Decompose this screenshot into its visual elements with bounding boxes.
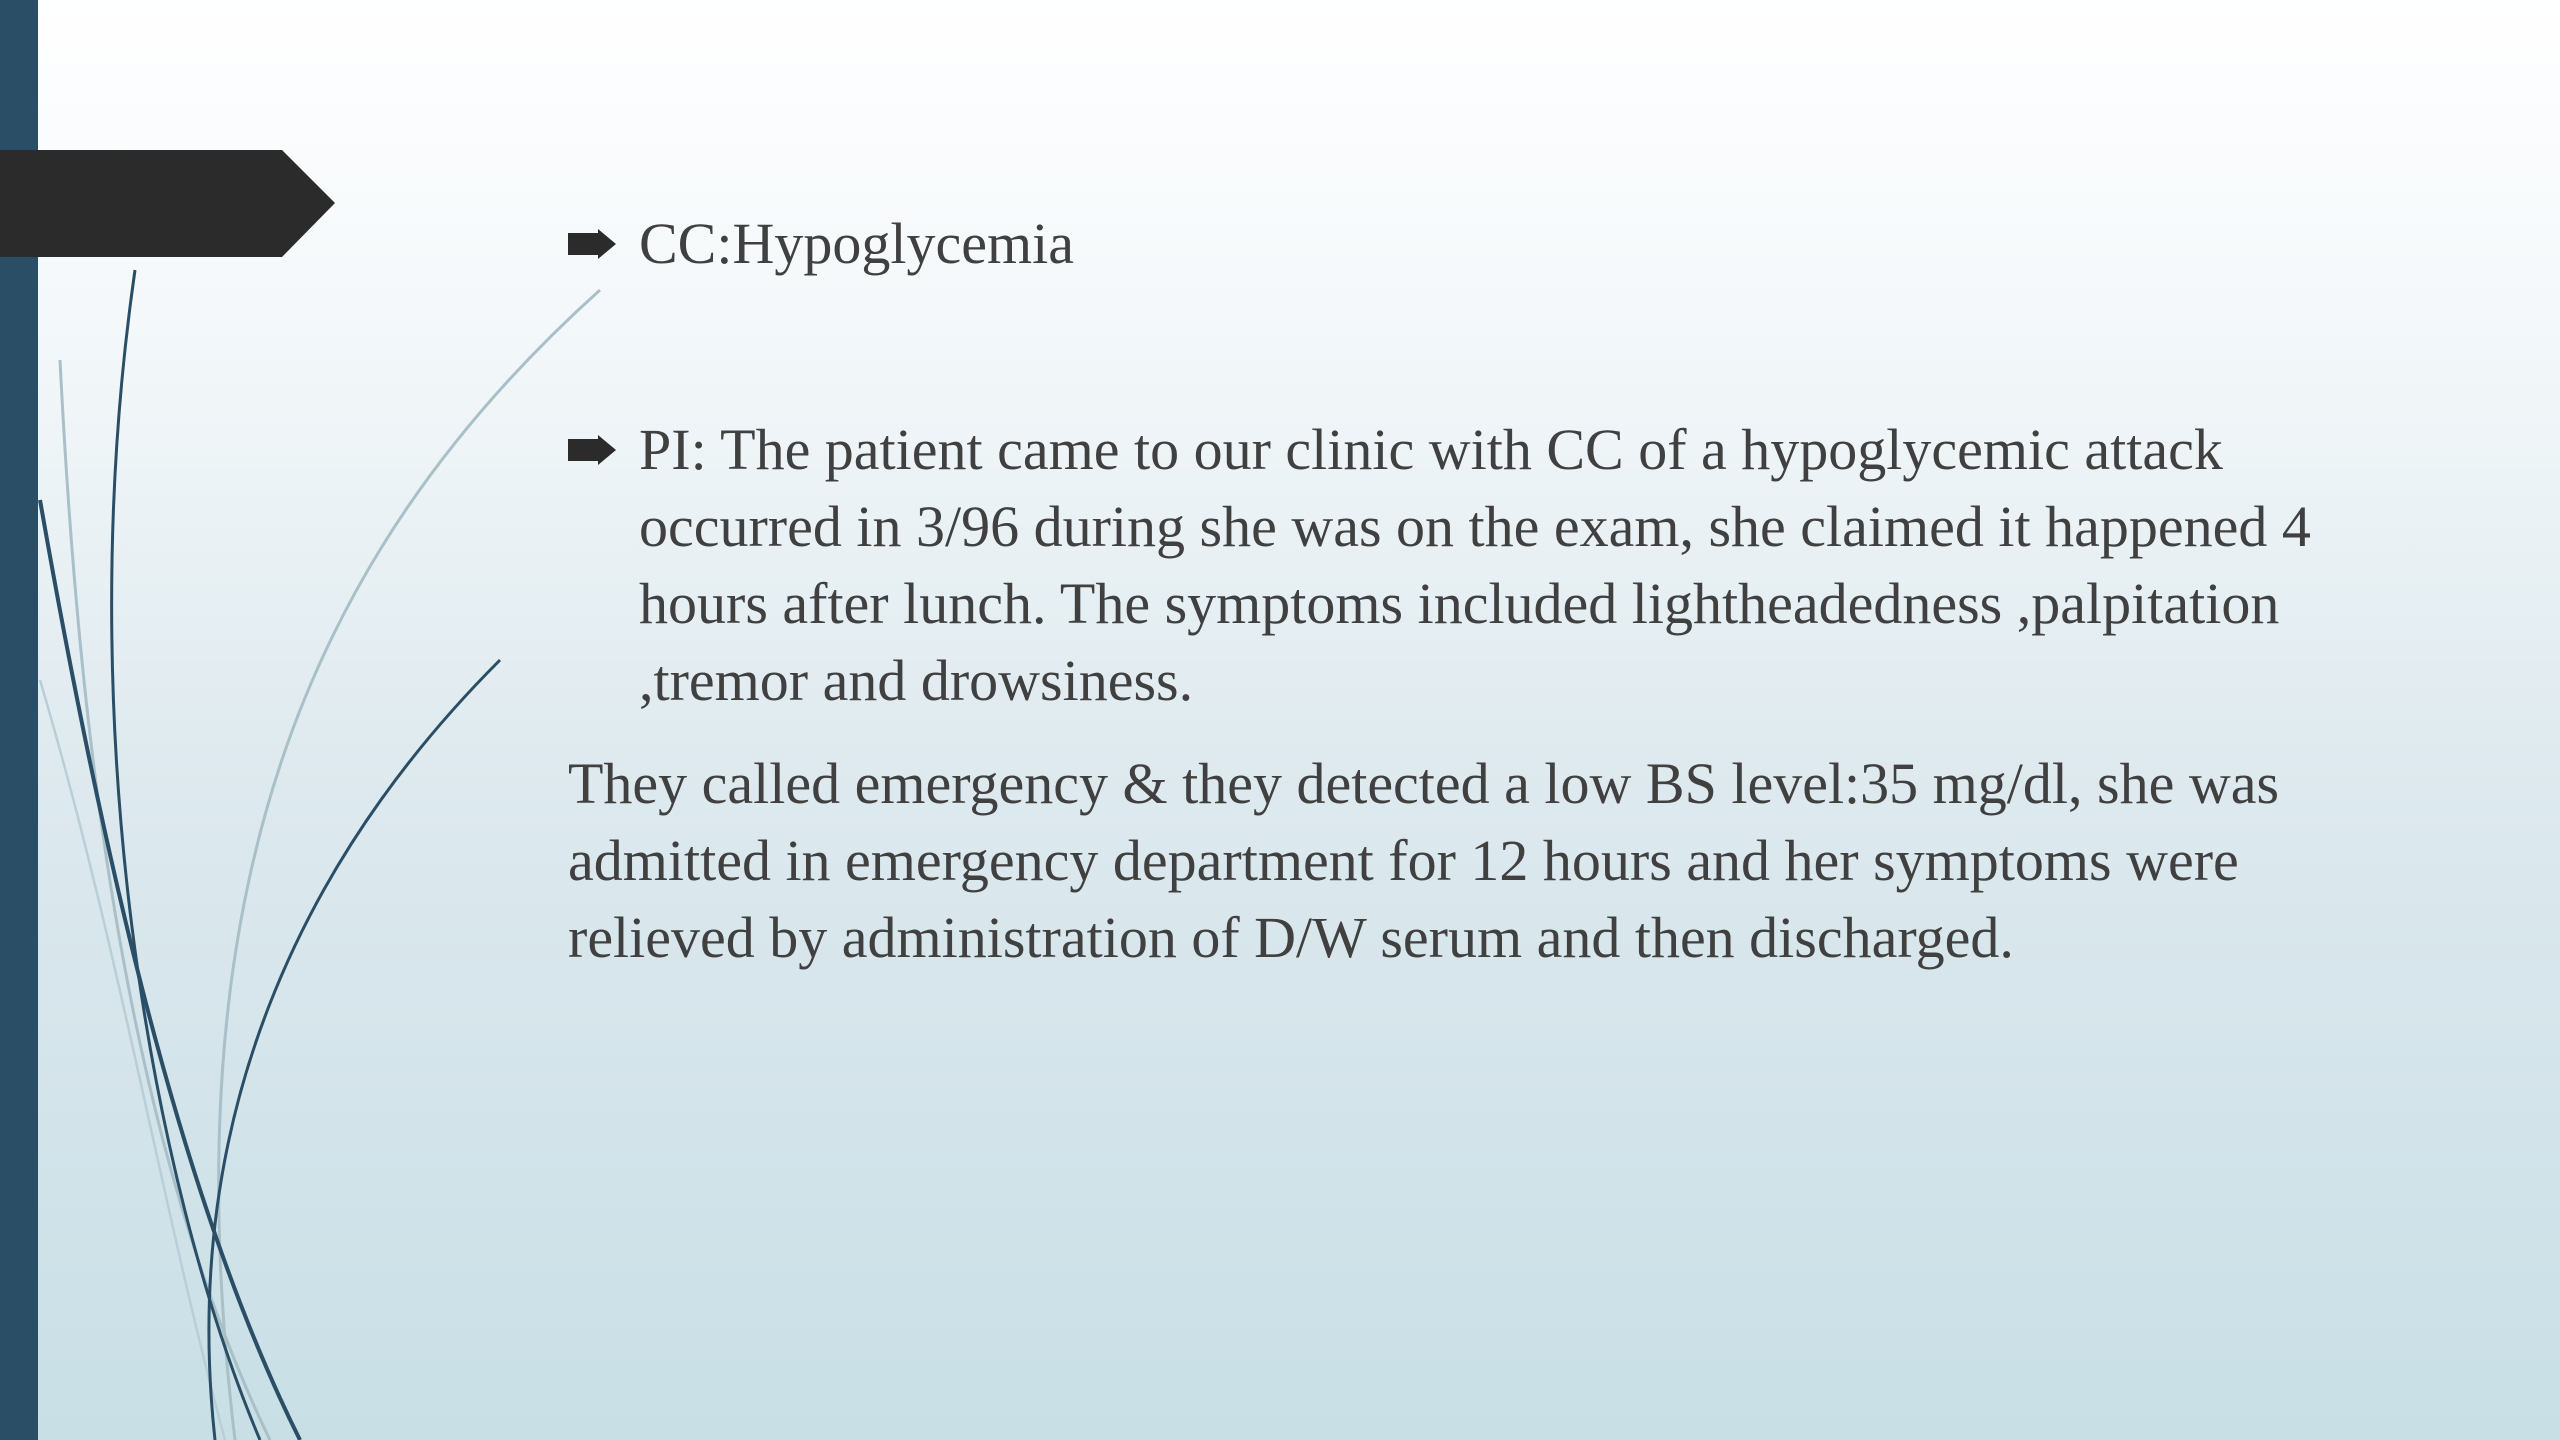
- arrow-bullet-icon: [568, 435, 616, 465]
- bullet-present-illness: [568, 411, 2428, 719]
- emergency-paragraph: They called emergency & they detected a low BS level:35 mg/dl, she was admitted in emergency department for 12 hours and her symptoms were relieved by administration of D/W serum and then discharged.: [568, 751, 2280, 970]
- bullet-text: PI: The patient came to our clinic with CC of a hypoglycemic attack occurred in 3/96 during she was on the exam, she claimed it happened 4 hours after lunch. The symptoms included lightheadedness ,palpitation ,tremor and drowsiness.: [639, 417, 2311, 713]
- bullet-text: CC:Hypoglycemia: [639, 211, 1074, 276]
- title-tab-shape: [0, 150, 335, 257]
- arrow-bullet-icon: [568, 229, 616, 259]
- bullet-chief-complaint: [568, 205, 2428, 282]
- slide-content: [568, 205, 2428, 976]
